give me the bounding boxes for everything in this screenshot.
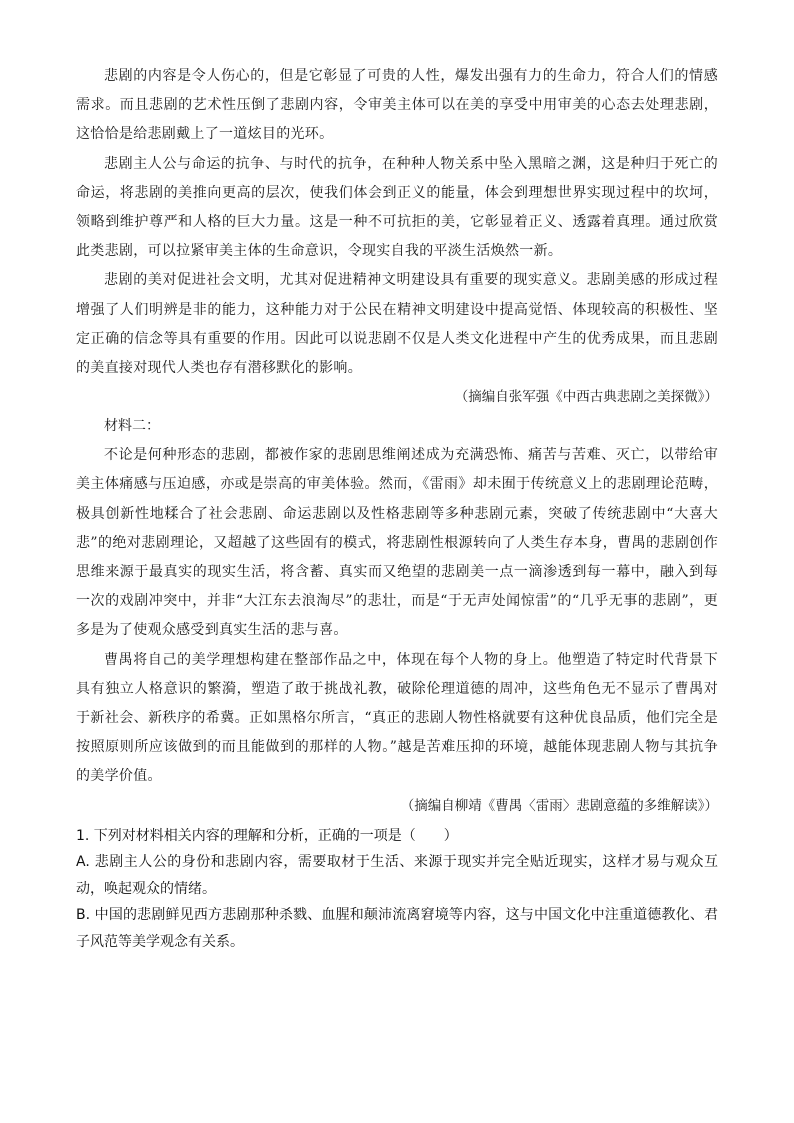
material1-source: （摘编自张军强《中西古典悲剧之美探微》） bbox=[454, 389, 718, 406]
material2-paragraph-1: 不论是何种形态的悲剧，都被作家的悲剧思维阐述成为充满恐怖、痛苦与苦难、灭亡，以带给审美主体痛感与压迫感，亦或是崇高的审美体验。然而，《雷雨》却未囿于传统意义上的悲剧理论范畴，极具创新性地糅合了社会悲剧、命运悲剧以及性格悲剧等多种悲剧元素，突破了传统悲剧中“大喜大悲”的绝对悲剧理论，又超越了这些固有的模式，将悲剧性根源转向了人类生存本身，曹禺的悲剧创作思维来源于最真实的现实生活，将含蓄、真实而又绝望的悲剧美一点一滴渗透到每一幕中，融入到每一次的戏剧冲突中，并非“大江东去浪淘尽”的悲壮，而是“于无声处闻惊雷”的“几乎无事的悲剧”，更多是为了使观众感受到真实生活的悲与喜。 bbox=[76, 447, 718, 639]
material2-label: 材料二： bbox=[104, 418, 160, 435]
question-1-stem: 1. 下列对材料相关内容的理解和分析，正确的一项是（ ） bbox=[76, 827, 458, 844]
material1-paragraph-2: 悲剧主人公与命运的抗争、与时代的抗争，在种种人物关系中坠入黑暗之渊，这是种归于死亡的命运，将悲剧的美推向更高的层次，使我们体会到正义的能量，体会到理想世界实现过程中的坎坷，领略到维护尊严和人格的巨大力量。这是一种不可抗拒的美，它彰显着正义、透露着真理。通过欣赏此类悲剧，可以拉紧审美主体的生命意识，令现实自我的平淡生活焕然一新。 bbox=[76, 155, 718, 260]
material1-paragraph-1: 悲剧的内容是令人伤心的，但是它彰显了可贵的人性，爆发出强有力的生命力，符合人们的情感需求。而且悲剧的艺术性压倒了悲剧内容，令审美主体可以在美的享受中用审美的心态去处理悲剧，这恰恰是给悲剧戴上了一道炫目的光环。 bbox=[76, 68, 718, 143]
material1-paragraph-3: 悲剧的美对促进社会文明，尤其对促进精神文明建设具有重要的现实意义。悲剧美感的形成过程增强了人们明辨是非的能力，这种能力对于公民在精神文明建设中提高觉悟、体现较高的积极性、坚定正确的信念等具有重要的作用。因此可以说悲剧不仅是人类文化进程中产生的优秀成果，而且悲剧的美直接对现代人类也存有潜移默化的影响。 bbox=[76, 272, 718, 377]
document-page bbox=[76, 62, 718, 955]
material2-paragraph-2: 曹禺将自己的美学理想构建在整部作品之中，体现在每个人物的身上。他塑造了特定时代背景下具有独立人格意识的繁漪，塑造了敢于挑战礼教，破除伦理道德的周冲，这些角色无不显示了曹禺对于新社会、新秩序的希冀。正如黑格尔所言，“真正的悲剧人物性格就要有这种优良品质，他们完全是按照原则所应该做到的而且能做到的那样的人物。”越是苦难压抑的环境，越能体现悲剧人物与其抗争的美学价值。 bbox=[76, 651, 718, 785]
question-1-option-b: B. 中国的悲剧鲜见西方悲剧那种杀戮、血腥和颠沛流离窘境等内容，这与中国文化中注重道德教化、君子风范等美学观念有关系。 bbox=[76, 907, 718, 950]
material2-source: （摘编自柳靖《曹禺〈雷雨〉悲剧意蕴的多维解读》） bbox=[400, 797, 718, 814]
question-1-option-a: A. 悲剧主人公的身份和悲剧内容，需要取材于生活、来源于现实并完全贴近现实，这样才易与观众互动，唤起观众的情绪。 bbox=[76, 854, 718, 897]
